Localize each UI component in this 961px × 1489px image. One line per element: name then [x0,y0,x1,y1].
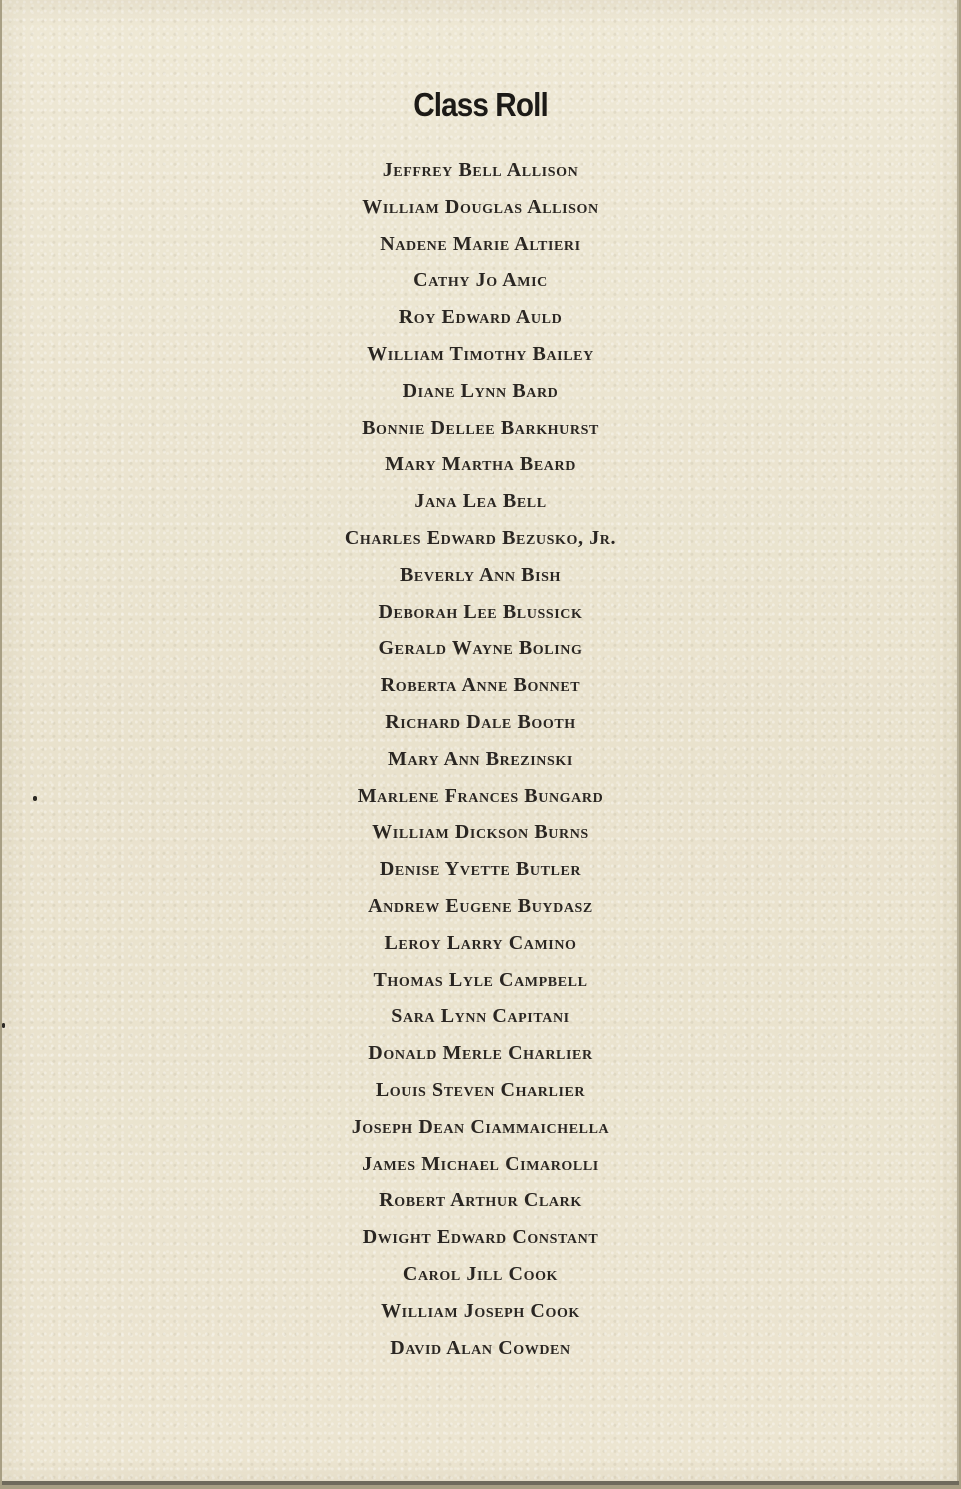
list-item: Dwight Edward Constant [362,1226,599,1249]
list-item: William Joseph Cook [381,1299,580,1322]
list-item: Leroy Larry Camino [384,931,577,954]
list-item: William Dickson Burns [372,821,589,844]
list-item: Donald Merle Charlier [368,1042,593,1065]
list-item: Bonnie Dellee Barkhurst [362,416,599,439]
list-item: Nadene Marie Altieri [380,232,581,255]
list-item: David Alan Cowden [390,1336,571,1359]
page-edge-right [957,0,959,1485]
list-item: Thomas Lyle Campbell [373,968,588,991]
list-item: Mary Martha Beard [385,453,576,476]
ink-speck [2,1023,5,1028]
class-roll-list [2,152,959,1366]
list-item: Joseph Dean Ciammaichella [351,1115,610,1138]
ink-speck [33,796,37,801]
list-item: Charles Edward Bezusko, Jr. [344,526,617,549]
list-item: Beverly Ann Bish [399,563,562,586]
list-item: Robert Arthur Clark [379,1189,582,1212]
list-item: Deborah Lee Blussick [378,600,583,623]
list-item: Jana Lea Bell [414,490,547,513]
list-item: Diane Lynn Bard [402,379,559,402]
list-item: William Timothy Bailey [367,342,594,365]
list-item: Jeffrey Bell Allison [382,159,579,181]
document-page [2,0,959,1485]
list-item: Roy Edward Auld [398,306,563,329]
list-item: Carol Jill Cook [402,1262,559,1285]
list-item: Sara Lynn Capitani [391,1005,570,1028]
list-item: James Michael Cimarolli [362,1152,599,1175]
list-item: Andrew Eugene Buydasz [368,894,593,917]
list-item: Mary Ann Brezinski [388,747,573,770]
page-title: Class Roll [413,86,548,123]
list-item: Roberta Anne Bonnet [380,674,581,697]
list-item: Cathy Jo Amic [413,269,548,292]
list-item: William Douglas Allison [362,195,599,218]
list-item: Marlene Frances Bungard [357,784,604,807]
list-item: Gerald Wayne Boling [378,637,583,660]
list-item: Richard Dale Booth [385,710,576,733]
list-item: Denise Yvette Butler [379,858,582,881]
page-edge-bottom [2,1481,959,1485]
list-item: Louis Steven Charlier [375,1078,586,1101]
